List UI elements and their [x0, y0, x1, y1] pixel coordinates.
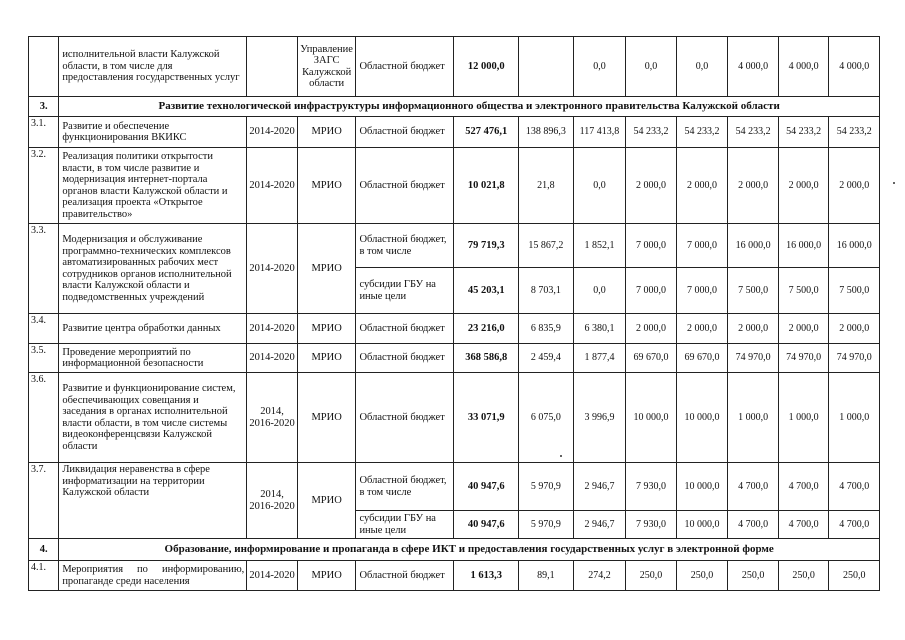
row-value: 274,2 — [573, 561, 626, 591]
row-period: 2014-2020 — [247, 344, 298, 373]
row-period: 2014-2020 — [247, 314, 298, 344]
row-total: 79 719,3 — [454, 224, 519, 268]
table-row — [29, 314, 880, 344]
row-value: 0,0 — [676, 37, 728, 97]
table-row — [29, 117, 880, 148]
row-total: 40 947,6 — [454, 463, 519, 511]
row-source: Областной бюджет — [356, 373, 454, 463]
row-index: 3.2. — [29, 148, 59, 224]
row-value: 1 877,4 — [573, 344, 626, 373]
section-title: Развитие технологической инфраструктуры информационного общества и электронного правительства Калужской области — [59, 97, 880, 117]
row-total: 12 000,0 — [454, 37, 519, 97]
scan-speck — [893, 182, 895, 184]
row-value: 4 000,0 — [728, 37, 779, 97]
row-period: 2014-2020 — [247, 561, 298, 591]
row-source: Областной бюджет — [356, 344, 454, 373]
row-name: исполнительной власти Калужской области, в том числе для предоставления государственных услуг — [59, 37, 247, 97]
row-value: 7 500,0 — [728, 268, 779, 314]
row-value: 250,0 — [728, 561, 779, 591]
row-value: 10 000,0 — [676, 463, 728, 511]
row-source: Областной бюджет — [356, 37, 454, 97]
row-value: 117 413,8 — [573, 117, 626, 148]
row-value: 138 896,3 — [519, 117, 574, 148]
row-value: 1 000,0 — [778, 373, 829, 463]
scan-speck — [560, 455, 562, 457]
row-total: 33 071,9 — [454, 373, 519, 463]
row-value: 54 233,2 — [728, 117, 779, 148]
row-value: 4 700,0 — [829, 463, 880, 511]
row-name: Развитие и функционирование систем, обеспечивающих совещания и заседания в органах исполнительной власти области, в том числе системы видеоконференцсвязи Калужской области — [59, 373, 247, 463]
row-value: 54 233,2 — [676, 117, 728, 148]
row-value: 2 000,0 — [778, 148, 829, 224]
row-value: 2 000,0 — [626, 314, 677, 344]
row-source: Областной бюджет — [356, 314, 454, 344]
row-value: 7 930,0 — [626, 463, 677, 511]
row-value: 74 970,0 — [728, 344, 779, 373]
row-source: субсидии ГБУ на иные цели — [356, 511, 454, 539]
row-value: 7 000,0 — [676, 224, 728, 268]
row-value: 7 000,0 — [626, 224, 677, 268]
row-value: 16 000,0 — [778, 224, 829, 268]
row-value: 0,0 — [573, 148, 626, 224]
row-value: 89,1 — [519, 561, 574, 591]
row-value: 21,8 — [519, 148, 574, 224]
row-index: 3.1. — [29, 117, 59, 148]
row-executor: МРИО — [297, 224, 356, 314]
row-value: 6 075,0 — [519, 373, 574, 463]
row-value: 4 000,0 — [778, 37, 829, 97]
row-value: 2 000,0 — [728, 314, 779, 344]
row-value: 2 000,0 — [676, 148, 728, 224]
row-value: 2 000,0 — [676, 314, 728, 344]
row-value: 0,0 — [626, 37, 677, 97]
row-source: Областной бюджет — [356, 148, 454, 224]
row-value: 74 970,0 — [829, 344, 880, 373]
section-row — [29, 539, 880, 561]
row-source: Областной бюджет, в том числе — [356, 224, 454, 268]
row-value: 1 000,0 — [728, 373, 779, 463]
row-name: Ликвидация неравенства в сфере информатизации на территории Калужской области — [59, 463, 247, 539]
table-row — [29, 373, 880, 463]
row-period: 2014-2020 — [247, 148, 298, 224]
row-executor: Управление ЗАГС Калужской области — [297, 37, 356, 97]
row-value: 2 946,7 — [573, 463, 626, 511]
row-value: 10 000,0 — [626, 373, 677, 463]
row-value: 54 233,2 — [778, 117, 829, 148]
row-executor: МРИО — [297, 373, 356, 463]
row-value: 7 930,0 — [626, 511, 677, 539]
row-index: 4.1. — [29, 561, 59, 591]
table-row — [29, 224, 880, 268]
row-value: 1 852,1 — [573, 224, 626, 268]
row-value: 4 700,0 — [728, 511, 779, 539]
row-name: Развитие и обеспечение функционирования ВКИКС — [59, 117, 247, 148]
row-value: 16 000,0 — [829, 224, 880, 268]
row-source: Областной бюджет — [356, 561, 454, 591]
row-executor: МРИО — [297, 561, 356, 591]
row-name: Развитие центра обработки данных — [59, 314, 247, 344]
row-period — [247, 37, 298, 97]
row-value: 3 996,9 — [573, 373, 626, 463]
row-value: 2 000,0 — [626, 148, 677, 224]
row-value: 69 670,0 — [626, 344, 677, 373]
row-value: 2 000,0 — [829, 148, 880, 224]
row-value: 7 000,0 — [676, 268, 728, 314]
row-period: 2014-2020 — [247, 224, 298, 314]
row-value: 6 380,1 — [573, 314, 626, 344]
row-executor: МРИО — [297, 117, 356, 148]
row-value: 16 000,0 — [728, 224, 779, 268]
row-value: 250,0 — [676, 561, 728, 591]
row-total: 527 476,1 — [454, 117, 519, 148]
row-total: 45 203,1 — [454, 268, 519, 314]
row-value: 2 000,0 — [829, 314, 880, 344]
row-period: 2014, 2016-2020 — [247, 373, 298, 463]
row-value: 0,0 — [573, 37, 626, 97]
row-value: 2 946,7 — [573, 511, 626, 539]
row-value: 2 000,0 — [728, 148, 779, 224]
budget-table — [28, 36, 880, 591]
row-executor: МРИО — [297, 344, 356, 373]
row-value: 10 000,0 — [676, 511, 728, 539]
row-period: 2014, 2016-2020 — [247, 463, 298, 539]
row-value: 250,0 — [778, 561, 829, 591]
row-value: 4 000,0 — [829, 37, 880, 97]
row-value: 4 700,0 — [778, 463, 829, 511]
row-value: 2 000,0 — [778, 314, 829, 344]
row-total: 368 586,8 — [454, 344, 519, 373]
row-index — [29, 37, 59, 97]
row-value: 2 459,4 — [519, 344, 574, 373]
row-value: 250,0 — [626, 561, 677, 591]
row-value: 4 700,0 — [778, 511, 829, 539]
row-value: 69 670,0 — [676, 344, 728, 373]
row-value: 0,0 — [573, 268, 626, 314]
row-executor: МРИО — [297, 148, 356, 224]
row-source: Областной бюджет, в том числе — [356, 463, 454, 511]
row-total: 40 947,6 — [454, 511, 519, 539]
row-value: 6 835,9 — [519, 314, 574, 344]
section-index: 3. — [29, 97, 59, 117]
row-value: 10 000,0 — [676, 373, 728, 463]
row-total: 1 613,3 — [454, 561, 519, 591]
budget-table-sheet — [28, 36, 880, 591]
section-title: Образование, информирование и пропаганда в сфере ИКТ и предоставления государственных услуг в электронной форме — [59, 539, 880, 561]
row-name: Проведение мероприятий по информационной безопасности — [59, 344, 247, 373]
row-value: 5 970,9 — [519, 463, 574, 511]
table-row — [29, 37, 880, 97]
row-value: 250,0 — [829, 561, 880, 591]
row-index: 3.7. — [29, 463, 59, 539]
row-source: Областной бюджет — [356, 117, 454, 148]
row-total: 10 021,8 — [454, 148, 519, 224]
row-index: 3.6. — [29, 373, 59, 463]
row-value: 7 500,0 — [829, 268, 880, 314]
row-value: 4 700,0 — [829, 511, 880, 539]
row-executor: МРИО — [297, 463, 356, 539]
section-index: 4. — [29, 539, 59, 561]
section-row — [29, 97, 880, 117]
row-name: Модернизация и обслуживание программно-технических комплексов автоматизированных рабочих мест сотрудников органов исполнительной власти Калужской области и подведомственных учреждений — [59, 224, 247, 314]
row-value: 8 703,1 — [519, 268, 574, 314]
row-period: 2014-2020 — [247, 117, 298, 148]
row-value: 4 700,0 — [728, 463, 779, 511]
table-row — [29, 344, 880, 373]
row-executor: МРИО — [297, 314, 356, 344]
row-value: 74 970,0 — [778, 344, 829, 373]
table-row — [29, 148, 880, 224]
row-index: 3.3. — [29, 224, 59, 314]
row-value: 1 000,0 — [829, 373, 880, 463]
row-value: 7 000,0 — [626, 268, 677, 314]
row-total: 23 216,0 — [454, 314, 519, 344]
table-row — [29, 463, 880, 511]
row-name: Реализация политики открытости власти, в том числе развитие и модернизация интернет-портала органов власти Калужской области и реализация проекта «Открытое правительство» — [59, 148, 247, 224]
row-value: 54 233,2 — [829, 117, 880, 148]
row-index: 3.4. — [29, 314, 59, 344]
row-value: 7 500,0 — [778, 268, 829, 314]
row-value: 5 970,9 — [519, 511, 574, 539]
row-value — [519, 37, 574, 97]
table-row — [29, 561, 880, 591]
row-value: 15 867,2 — [519, 224, 574, 268]
row-source: субсидии ГБУ на иные цели — [356, 268, 454, 314]
row-value: 54 233,2 — [626, 117, 677, 148]
row-name: Мероприятия по информированию, пропаганде среди населения — [59, 561, 247, 591]
row-index: 3.5. — [29, 344, 59, 373]
